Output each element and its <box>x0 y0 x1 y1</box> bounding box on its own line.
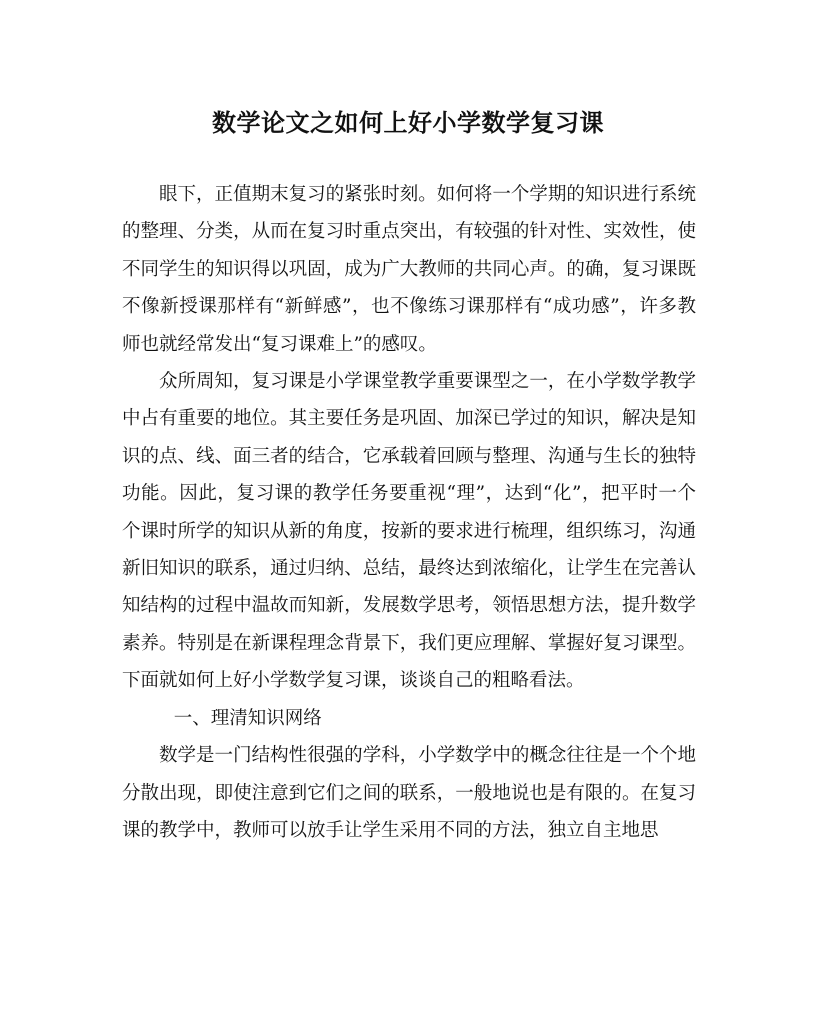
section-heading: 一、理清知识网络 <box>173 707 322 729</box>
paragraph-section-one: 数学是一门结构性很强的学科，小学数学中的概念往往是一个个地分散出现，即使注意到它们之间的联系，一般地说也是有限的。在复习课的教学中，教师可以放手让学生采用不同的方法，独立自主地思 <box>122 745 696 841</box>
document-body <box>122 176 696 849</box>
paragraph-overview: 众所周知，复习课是小学课堂教学重要课型之一，在小学数学教学中占有重要的地位。其主要任务是巩固、加深已学过的知识，解决是知识的点、线、面三者的结合，它承载着回顾与整理、沟通与生长的独特功能。因此，复习课的教学任务要重视“理”，达到“化”，把平时一个个课时所学的知识从新的角度，按新的要求进行梳理，组织练习，沟通新旧知识的联系，通过归纳、总结，最终达到浓缩化，让学生在完善认知结构的过程中温故而知新，发展数学思考，领悟思想方法，提升数学素养。特别是在新课程理念背景下，我们更应理解、掌握好复习课型。下面就如何上好小学数学复习课，谈谈自己的粗略看法。 <box>122 371 696 692</box>
document-title: 数学论文之如何上好小学数学复习课 <box>212 108 604 137</box>
paragraph-intro: 眼下，正值期末复习的紧张时刻。如何将一个学期的知识进行系统的整理、分类，从而在复习时重点突出，有较强的针对性、实效性，使不同学生的知识得以巩固，成为广大教师的共同心声。的确，复习课既不像新授课那样有“新鲜感”，也不像练习课那样有“成功感”，许多教师也就经常发出“复习课难上”的感叹。 <box>122 184 696 355</box>
